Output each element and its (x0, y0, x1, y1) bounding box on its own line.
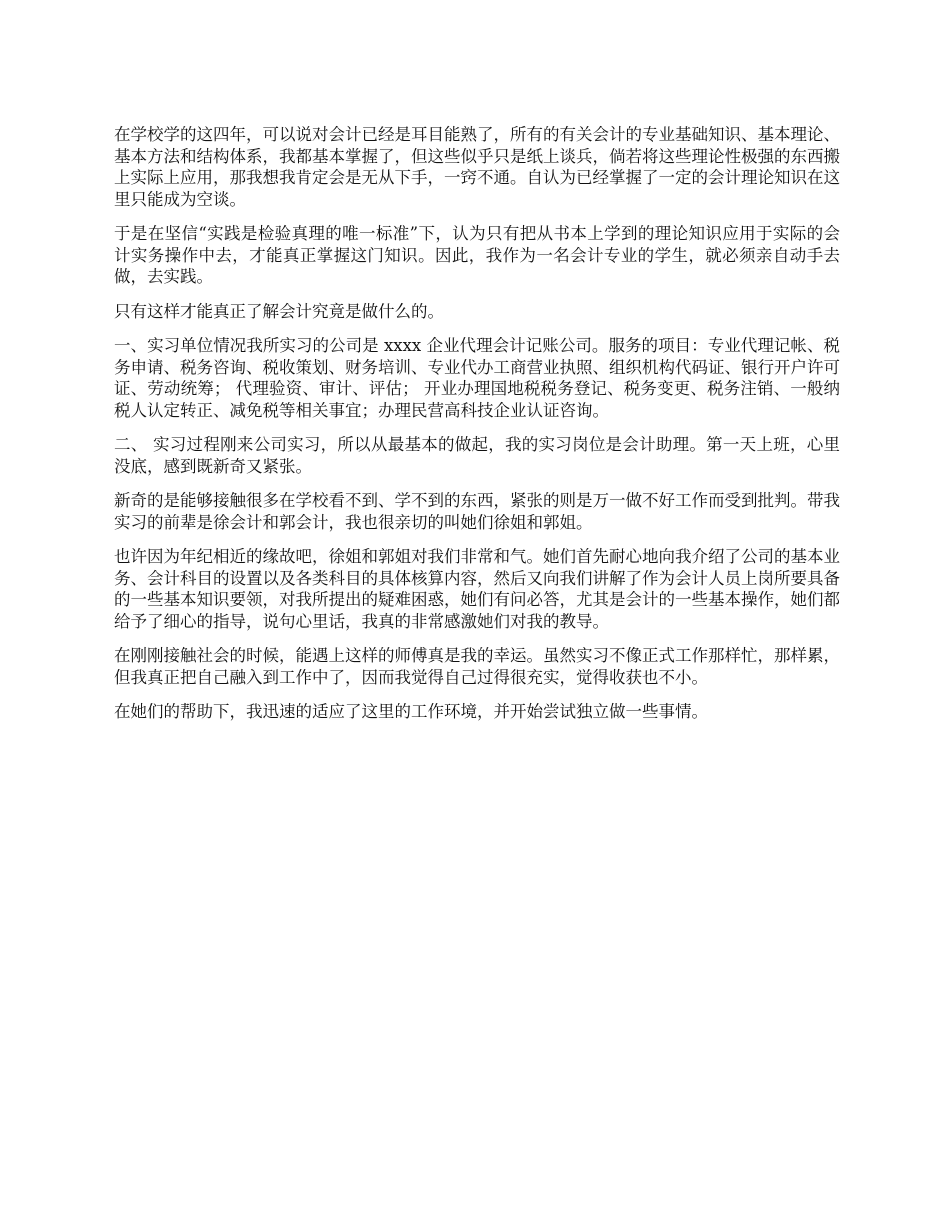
paragraph-7: 也许因为年纪相近的缘故吧，徐姐和郭姐对我们非常和气。她们首先耐心地向我介绍了公司的基本业务、会计科目的设置以及各类科目的具体核算内容，然后又向我们讲解了作为会计人员上岗所要具备的一些基本知识要领，对我所提出的疑难困惑，她们有问必答，尤其是会计的一些基本操作，她们都给予了细心的指导，说句心里话，我真的非常感激她们对我的教导。 (114, 547, 840, 631)
paragraph-1: 在学校学的这四年，可以说对会计已经是耳目能熟了，所有的有关会计的专业基础知识、基本理论、基本方法和结构体系，我都基本掌握了，但这些似乎只是纸上谈兵，倘若将这些理论性极强的东西搬上实际上应用，那我想我肯定会是无从下手，一窍不通。自认为已经掌握了一定的会计理论知识在这里只能成为空谈。 (114, 125, 840, 209)
paragraph-8: 在刚刚接触社会的时候，能遇上这样的师傅真是我的幸运。虽然实习不像正式工作那样忙，那样累，但我真正把自己融入到工作中了，因而我觉得自己过得很充实，觉得收获也不小。 (114, 646, 840, 687)
paragraph-3: 只有这样才能真正了解会计究竟是做什么的。 (114, 301, 444, 321)
paragraph-4: 一、实习单位情况我所实习的公司是 xxxx 企业代理会计记账公司。服务的项目：专业代理记帐、税务申请、税务咨询、税收策划、财务培训、专业代办工商营业执照、组织机构代码证、银行开户许可证、劳动统筹； 代理验资、审计、评估； 开业办理国地税税务登记、税务变更、税务注销、一般纳税人认定转正、减免税等相关事宜；办理民营高科技企业认证咨询。 (114, 336, 840, 420)
paragraph-6: 新奇的是能够接触很多在学校看不到、学不到的东西，紧张的则是万一做不好工作而受到批判。带我实习的前辈是徐会计和郭会计，我也很亲切的叫她们徐姐和郭姐。 (114, 491, 840, 532)
paragraph-5: 二、 实习过程刚来公司实习，所以从最基本的做起，我的实习岗位是会计助理。第一天上班，心里没底，感到既新奇又紧张。 (114, 435, 840, 476)
document-body (114, 124, 840, 736)
paragraph-9: 在她们的帮助下，我迅速的适应了这里的工作环境，并开始尝试独立做一些事情。 (114, 702, 708, 721)
paragraph-2: 于是在坚信“实践是检验真理的唯一标准”下，认为只有把从书本上学到的理论知识应用于实际的会计实务操作中去，才能真正掌握这门知识。因此，我作为一名会计专业的学生，就必须亲自动手去做，去实践。 (114, 224, 840, 286)
